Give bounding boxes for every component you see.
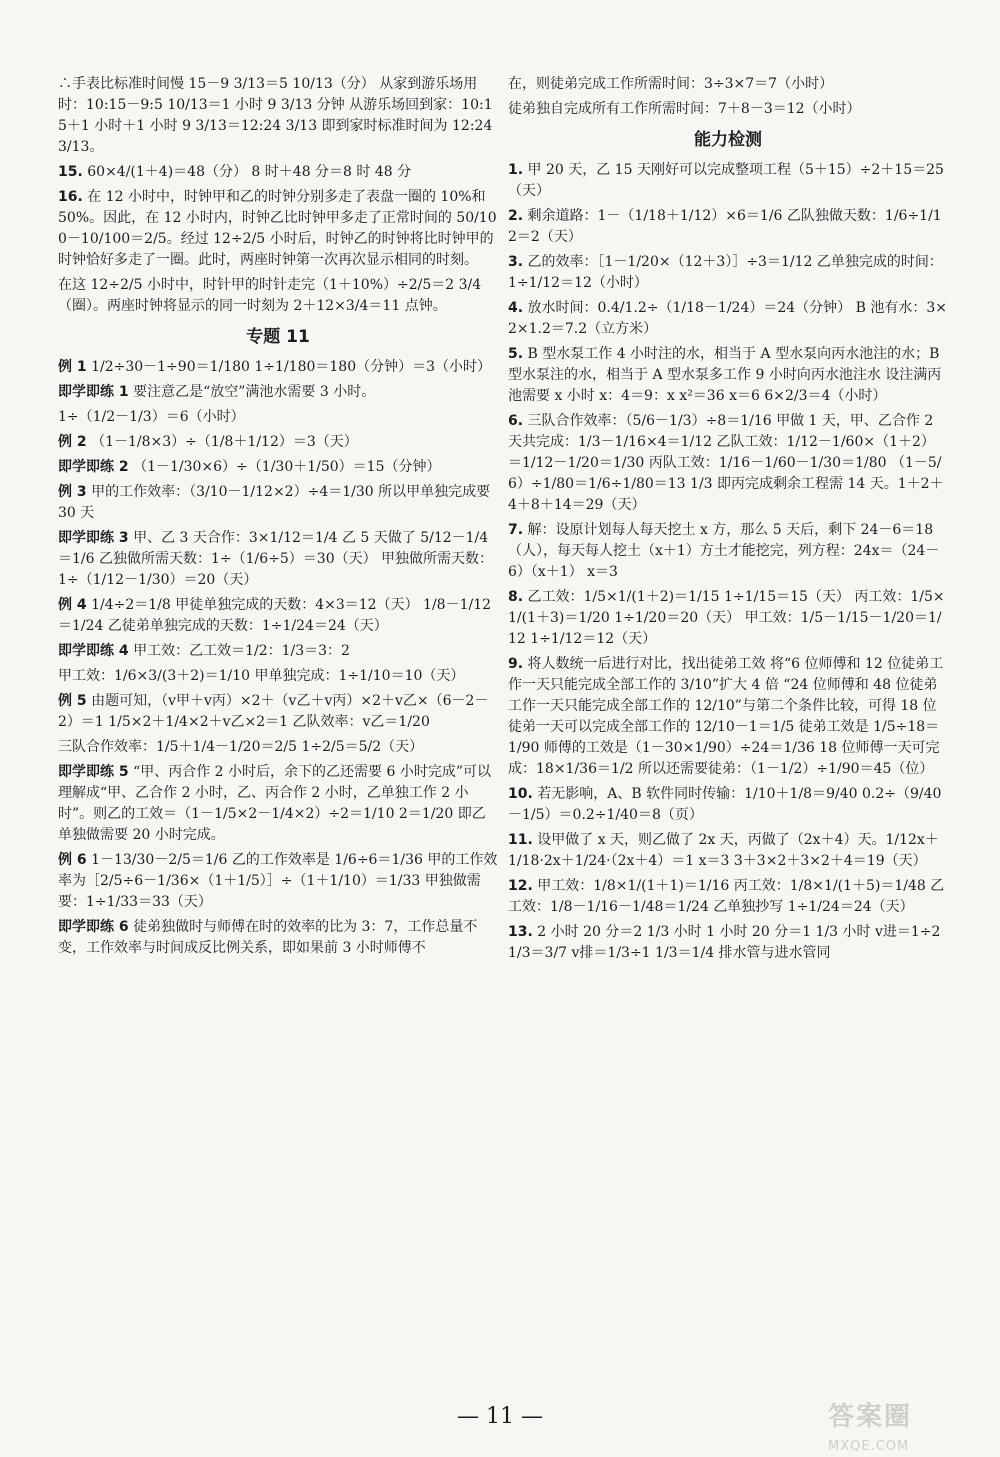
item-text: 甲、乙 3 天合作：3×1/12＝1/4 乙 5 天做了 5/12－1/4＝1/6 乙独做所需天数：1÷（1/6÷5）＝30（天） 甲独做所需天数：1÷（1/12－1/30）＝20（天） xyxy=(58,529,494,588)
item-text: 甲的工作效率：（3/10－1/12×2）÷4＝1/30 所以甲单独完成要 30 天 xyxy=(58,483,491,521)
item-text: 甲工效：1/8×1/(1＋1)＝1/16 丙工效：1/8×1/(1＋5)＝1/48 乙工效：1/8－1/16－1/48＝1/24 乙单独抄写 1÷1/24＝24（天） xyxy=(508,877,945,915)
answer-item xyxy=(58,528,498,591)
answer-item xyxy=(58,187,498,271)
item-text: 三队合作效率：（5/6－1/3）÷8＝1/16 甲做 1 天，甲、乙合作 2 天共完成：1/3－1/16×4＝1/12 乙队工效：1/12－1/60×（1＋2）＝1/12－1/20＝1/30 丙队工效：1/16－1/60－1/30＝1/80 （1－5/6）÷1/80＝1/6÷1/80＝13 1/3 即丙完成剩余工程需 14 天。1＋2＋4＋8＋14＝29（天） xyxy=(508,412,944,513)
item-label: 16. xyxy=(58,189,83,205)
answer-item xyxy=(58,762,498,846)
left-column xyxy=(58,74,498,963)
watermark-url: MXQE.COM xyxy=(828,1439,910,1454)
item-label: 11. xyxy=(508,831,533,848)
answer-item xyxy=(508,784,948,826)
answer-paragraph xyxy=(508,74,948,95)
answer-paragraph xyxy=(58,407,498,428)
item-text: 2 小时 20 分＝2 1/3 小时 1 小时 20 分＝1 1/3 小时 v进＝1÷2 1/3＝3/7 v排＝1/3÷1 1/3＝1/4 排水管与进水管同 xyxy=(508,923,941,961)
answer-item xyxy=(508,922,948,964)
answer-paragraph xyxy=(58,737,498,758)
item-label: 即学即练 4 xyxy=(58,642,129,659)
item-text: 甲工效：乙工效＝1/2：1/3＝3：2 xyxy=(133,642,350,659)
item-label: 3. xyxy=(508,253,524,270)
item-label: 4. xyxy=(508,299,524,316)
answer-item xyxy=(508,520,948,583)
item-text: “甲、丙合作 2 小时后，余下的乙还需要 6 小时完成”可以理解成“甲、乙合作 2 小时，乙、丙合作 2 小时，乙单独工作 2 小时”。则乙的工效＝（1－1/5×2－1/4×2）÷2＝1/10 2＝1/20 即乙单独做需要 20 小时完成。 xyxy=(58,763,492,843)
item-label: 即学即练 1 xyxy=(58,383,129,400)
item-label: 例 4 xyxy=(58,596,87,613)
item-text: 甲 20 天，乙 15 天刚好可以完成整项工程（5＋15）÷2＋15＝25（天） xyxy=(508,161,944,199)
answer-paragraph xyxy=(58,666,498,687)
answer-item xyxy=(508,252,948,294)
answer-paragraph xyxy=(58,275,498,317)
item-label: 即学即练 5 xyxy=(58,763,129,780)
item-label: 即学即练 3 xyxy=(58,529,129,546)
answer-item xyxy=(58,382,498,403)
item-label: 例 1 xyxy=(58,358,87,375)
item-label: 6. xyxy=(508,412,524,429)
item-text: 乙的效率：［1－1/20×（12＋3）］÷3＝1/12 乙单独完成的时间：1÷1/12＝12（小时） xyxy=(508,253,943,291)
item-label: 例 5 xyxy=(58,692,87,709)
item-label: 即学即练 2 xyxy=(58,458,129,475)
answer-paragraph xyxy=(58,74,498,158)
item-text: （1－1/30×6）÷（1/30＋1/50）＝15（分钟） xyxy=(133,458,441,475)
item-text: （1－1/8×3）÷（1/8＋1/12）＝3（天） xyxy=(91,433,358,450)
item-label: 1. xyxy=(508,161,524,178)
answer-paragraph xyxy=(508,99,948,120)
answer-item xyxy=(58,357,498,378)
answer-item xyxy=(508,587,948,650)
answer-item xyxy=(58,432,498,453)
item-label: 5. xyxy=(508,345,524,362)
item-text: 剩余道路：1－（1/18＋1/12）×6＝1/6 乙队独做天数：1/6÷1/12＝2（天） xyxy=(508,207,942,245)
answer-item xyxy=(508,344,948,407)
item-text: 徒弟独做时与师傅在时的效率的比为 3：7，工作总量不变，工作效率与时间成反比例关系，即如果前 3 小时师傅不 xyxy=(58,918,478,956)
item-text: 60×4/(1＋4)＝48（分） 8 时＋48 分＝8 时 48 分 xyxy=(87,164,412,180)
item-label: 12. xyxy=(508,877,533,894)
item-label: 8. xyxy=(508,588,524,605)
answer-item xyxy=(508,876,948,918)
item-text: 1/4÷2＝1/8 甲徒单独完成的天数：4×3＝12（天） 1/8－1/12＝1/24 乙徒弟单独完成的天数：1÷1/24＝24（天） xyxy=(58,596,492,634)
item-text: 设甲做了 x 天，则乙做了 2x 天，丙做了（2x＋4）天。1/12x＋1/18·2x＋1/24·（2x＋4）＝1 x＝3 3＋3×2＋3×2＋4＝19（天） xyxy=(508,831,939,869)
answer-item xyxy=(58,162,498,183)
item-text: B 型水泵工作 4 小时注的水，相当于 A 型水泵向丙水池注的水；B 型水泵注的水，相当于 A 型水泵多工作 9 小时向丙水池注水 设注满丙池需要 x 小时 x：4＝9：x x²＝36 x＝6 6×2/3＝4（小时） xyxy=(508,345,942,404)
answer-item xyxy=(508,298,948,340)
item-label: 例 6 xyxy=(58,851,87,868)
section-heading: 能力检测 xyxy=(694,130,762,150)
answer-item xyxy=(58,691,498,733)
item-text: 由题可知，（v甲＋v丙）×2＋（v乙＋v丙）×2＋v乙×（6－2－2）＝1 1/5×2＋1/4×2＋v乙×2＝1 乙队效率：v乙＝1/20 xyxy=(58,692,489,730)
item-text: 解：设原计划每人每天挖土 x 方，那么 5 天后，剩下 24－6＝18（人），每天每人挖土（x＋1）方土才能挖完，列方程：24x＝（24－6）（x＋1） x＝3 xyxy=(508,521,940,580)
item-label: 13. xyxy=(508,923,533,940)
item-label: 10. xyxy=(508,785,533,802)
item-text: 1－13/30－2/5＝1/6 乙的工作效率是 1/6÷6＝1/36 甲的工作效率为［2/5÷6－1/36×（1＋1/5）］÷（1＋1/10）＝1/33 甲独做需要：1÷1/33＝33（天） xyxy=(58,851,498,910)
answer-item xyxy=(58,641,498,662)
item-text: 将人数统一后进行对比，找出徒弟工效 将“6 位师傅和 12 位徒弟工作一天只能完成全部工作的 3/10”扩大 4 倍 “24 位师傅和 48 位徒弟工作一天只能完成全部工作的 12/10”与第二个条件比较，可得 18 位徒弟一天可以完成全部工作的 12/10－1＝1/5 徒弟工效是 1/5÷18＝1/90 师傅的工效是（1－30×1/90）÷24＝1/36 18 位师傅一天可完成：18×1/36＝1/2 所以还需要徒弟：（1－1/2）÷1/90＝45（位） xyxy=(508,655,944,777)
page-number: — 11 — xyxy=(457,1404,543,1429)
item-text: 乙工效：1/5×1/(1＋2)＝1/15 1÷1/15＝15（天） 丙工效：1/5×1/(1＋3)＝1/20 1÷1/20＝20（天） 甲工效：1/5－1/15－1/20＝1/12 1÷1/12＝12（天） xyxy=(508,588,945,647)
item-text: 若无影响，A、B 软件同时传输：1/10＋1/8＝9/40 0.2÷（9/40－1/5）＝0.2÷1/40＝8（页） xyxy=(508,785,942,823)
item-label: 2. xyxy=(508,207,524,224)
right-column xyxy=(508,74,948,968)
answer-item xyxy=(508,654,948,780)
item-label: 15. xyxy=(58,164,83,180)
watermark-text: 答案圈 xyxy=(828,1402,913,1432)
item-text: 1÷（1/2－1/3）＝6（小时） xyxy=(58,408,245,425)
answer-item xyxy=(508,206,948,248)
item-label: 9. xyxy=(508,655,524,672)
item-label: 7. xyxy=(508,521,524,538)
item-text: 在，则徒弟完成工作所需时间：3÷3×7＝7（小时） xyxy=(508,76,834,92)
item-label: 即学即练 6 xyxy=(58,918,129,935)
answer-item xyxy=(58,595,498,637)
item-text: 放水时间：0.4/1.2÷（1/18－1/24）＝24（分钟） B 池有水：3×2×1.2＝7.2（立方米） xyxy=(508,299,948,337)
item-text: 1/2÷30－1÷90＝1/180 1÷1/180＝180（分钟）＝3（小时） xyxy=(91,358,492,375)
answer-item xyxy=(508,160,948,202)
item-text: 徒弟独自完成所有工作所需时间：7＋8－3＝12（小时） xyxy=(508,101,861,117)
answer-item xyxy=(58,457,498,478)
answer-item xyxy=(58,850,498,913)
item-label: 例 2 xyxy=(58,433,87,450)
answer-item xyxy=(58,917,498,959)
item-text: 在这 12÷2/5 小时中，时针甲的时针走完（1＋10%）÷2/5＝2 3/4（圈）。两座时钟将显示的同一时刻为 2＋12×3/4＝11 点钟。 xyxy=(58,277,482,314)
item-text: ∴手表比标准时间慢 15－9 3/13＝5 10/13（分） 从家到游乐场用时：10:15－9:5 10/13＝1 小时 9 3/13 分钟 从游乐场回到家：10:15＋1 小时＋1 小时 9 3/13＝12:24 3/13 即到家时标准时间为 12:24 3/13。 xyxy=(58,76,493,155)
answer-item xyxy=(508,830,948,872)
watermark-logo xyxy=(828,1398,978,1454)
item-label: 例 3 xyxy=(58,483,87,500)
item-text: 在 12 小时中，时钟甲和乙的时钟分别多走了表盘一圈的 10%和 50%。因此，在 12 小时内，时钟乙比时钟甲多走了正常时间的 50/100－10/100＝2/5。经过 12÷2/5 小时后，时钟乙的时钟将比时钟甲的时钟恰好多走了一圈。此时，两座时钟第一次再次显示相同的时刻。 xyxy=(58,189,497,268)
item-text: 要注意乙是“放空”满池水需要 3 小时。 xyxy=(133,383,376,400)
answer-item xyxy=(58,482,498,524)
section-heading: 专题 11 xyxy=(246,327,310,347)
item-text: 甲工效：1/6×3/(3＋2)＝1/10 甲单独完成：1÷1/10＝10（天） xyxy=(58,667,465,684)
answer-item xyxy=(508,411,948,516)
item-text: 三队合作效率：1/5＋1/4－1/20＝2/5 1÷2/5＝5/2（天） xyxy=(58,738,424,755)
